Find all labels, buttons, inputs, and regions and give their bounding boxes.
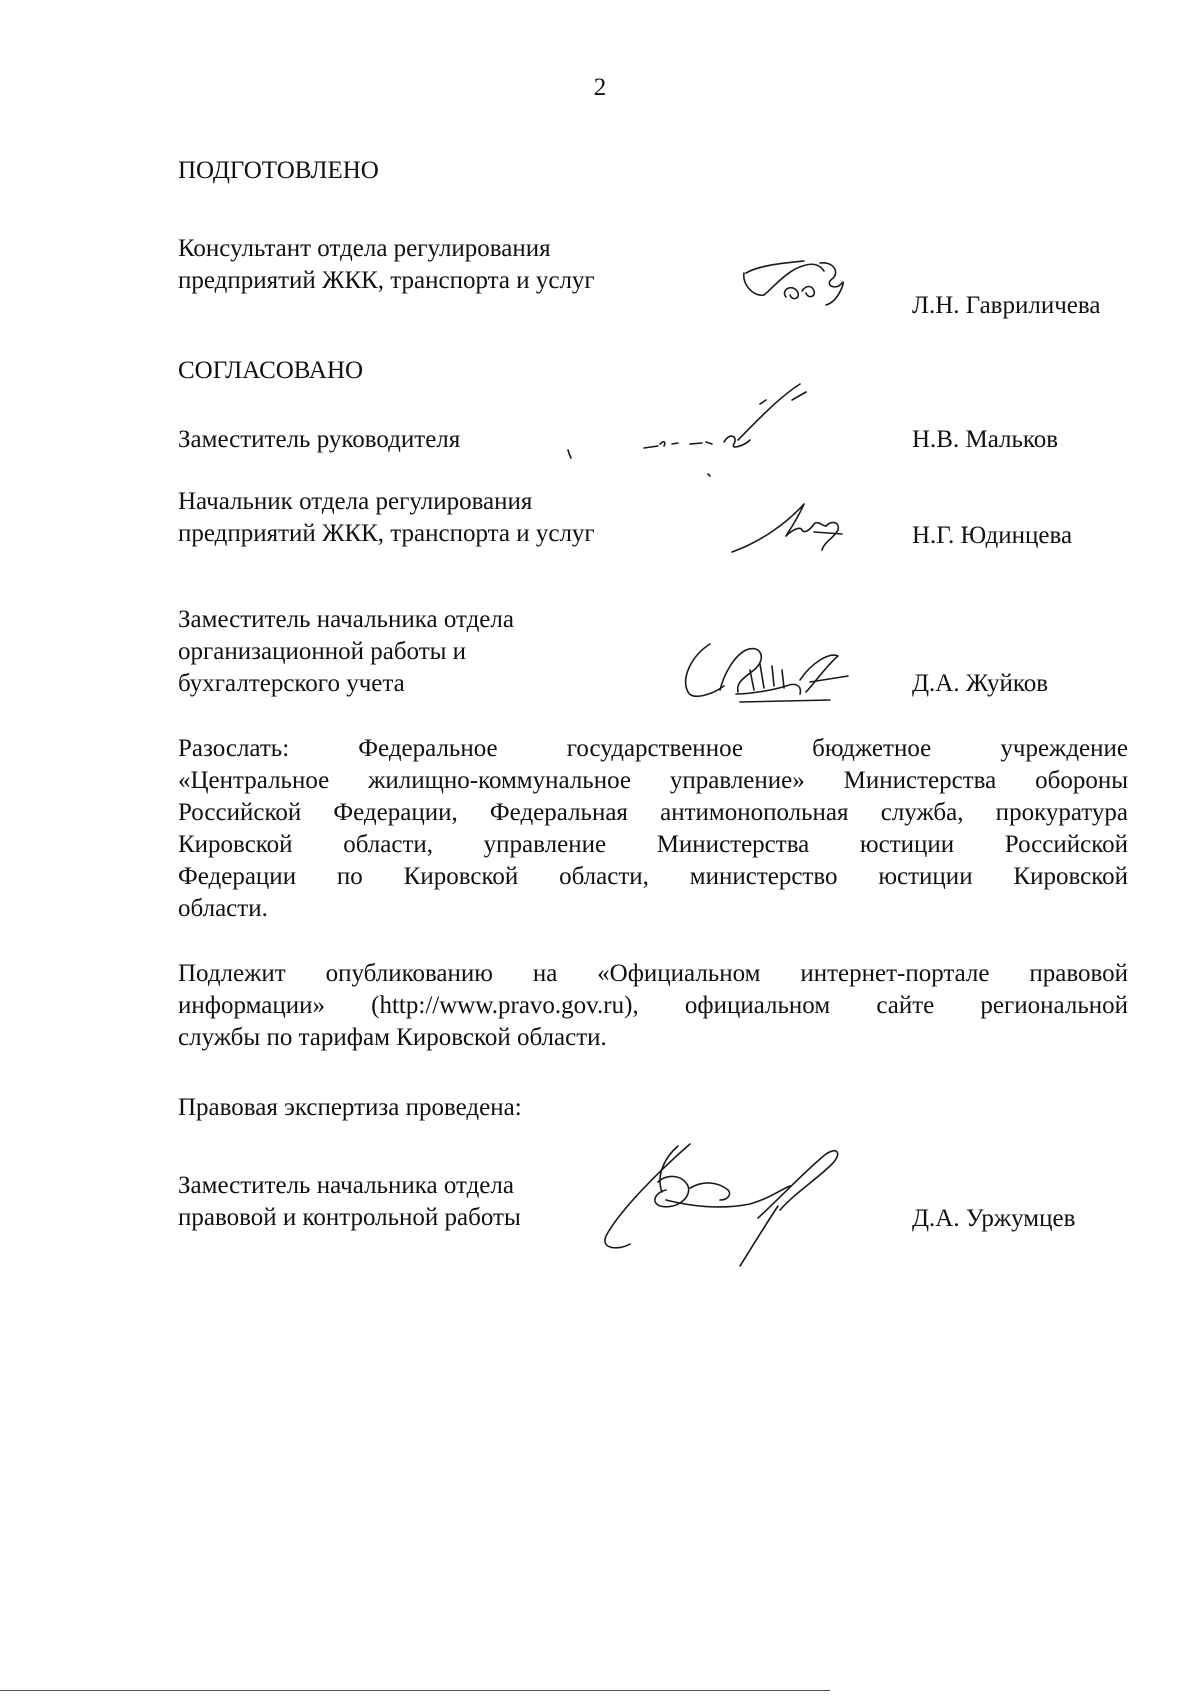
- distribution-line: области.: [178, 895, 268, 922]
- distribution-line: Федерации по Кировской области, министерство юстиции Кировской: [178, 863, 1128, 890]
- signer-role-line: Начальник отдела регулирования: [178, 488, 533, 515]
- legal-review-heading: Правовая экспертиза проведена:: [178, 1094, 522, 1121]
- signature-malkov: [560, 370, 860, 480]
- prepared-heading: ПОДГОТОВЛЕНО: [178, 157, 379, 184]
- publication-line: информации» (http://www.pravo.gov.ru), официальном сайте региональной: [178, 992, 1128, 1019]
- signer-name: Н.Г. Юдинцева: [912, 522, 1073, 549]
- signature-zhuikov: [680, 630, 880, 710]
- signer-role-line: организационной работы и: [178, 638, 467, 665]
- distribution-line: Разослать: Федеральное государственное бюджетное учреждение: [178, 735, 1128, 762]
- signature-urzhumtsev: [600, 1140, 880, 1270]
- bottom-rule: [0, 1690, 830, 1691]
- legal-review-name: Д.А. Уржумцев: [912, 1205, 1076, 1232]
- legal-review-role-line: Заместитель начальника отдела: [178, 1172, 514, 1199]
- signer-role: Заместитель руководителя: [178, 426, 461, 453]
- signer-role-line: Заместитель начальника отдела: [178, 606, 514, 633]
- signature-yudintseva: [730, 490, 860, 560]
- agreed-heading: СОГЛАСОВАНО: [178, 357, 364, 384]
- signer-role: [178, 604, 514, 700]
- distribution-paragraph: [178, 733, 1128, 925]
- publication-line: службы по тарифам Кировской области.: [178, 1024, 607, 1051]
- prepared-role-line: Консультант отдела регулирования: [178, 235, 551, 262]
- prepared-role-line: предприятий ЖКК, транспорта и услуг: [178, 267, 595, 294]
- legal-review-role-line: правовой и контрольной работы: [178, 1204, 521, 1231]
- signer-name: Н.В. Мальков: [912, 426, 1059, 453]
- signature-gavrilicheva: [740, 255, 860, 325]
- publication-line: Подлежит опубликованию на «Официальном интернет-портале правовой: [178, 960, 1128, 987]
- prepared-role: [178, 233, 595, 297]
- signer-role: [178, 486, 595, 550]
- distribution-line: «Центральное жилищно-коммунальное управление» Министерства обороны: [178, 767, 1128, 794]
- signer-role-line: предприятий ЖКК, транспорта и услуг: [178, 520, 595, 547]
- page-number: 2: [593, 74, 607, 101]
- prepared-name: Л.Н. Гавриличева: [912, 292, 1101, 319]
- publication-paragraph: [178, 958, 1128, 1054]
- legal-review-role: [178, 1170, 521, 1234]
- distribution-line: Российской Федерации, Федеральная антимонопольная служба, прокуратура: [178, 799, 1128, 826]
- distribution-line: Кировской области, управление Министерства юстиции Российской: [178, 831, 1128, 858]
- signer-role-line: бухгалтерского учета: [178, 670, 405, 697]
- signer-name: Д.А. Жуйков: [912, 670, 1049, 697]
